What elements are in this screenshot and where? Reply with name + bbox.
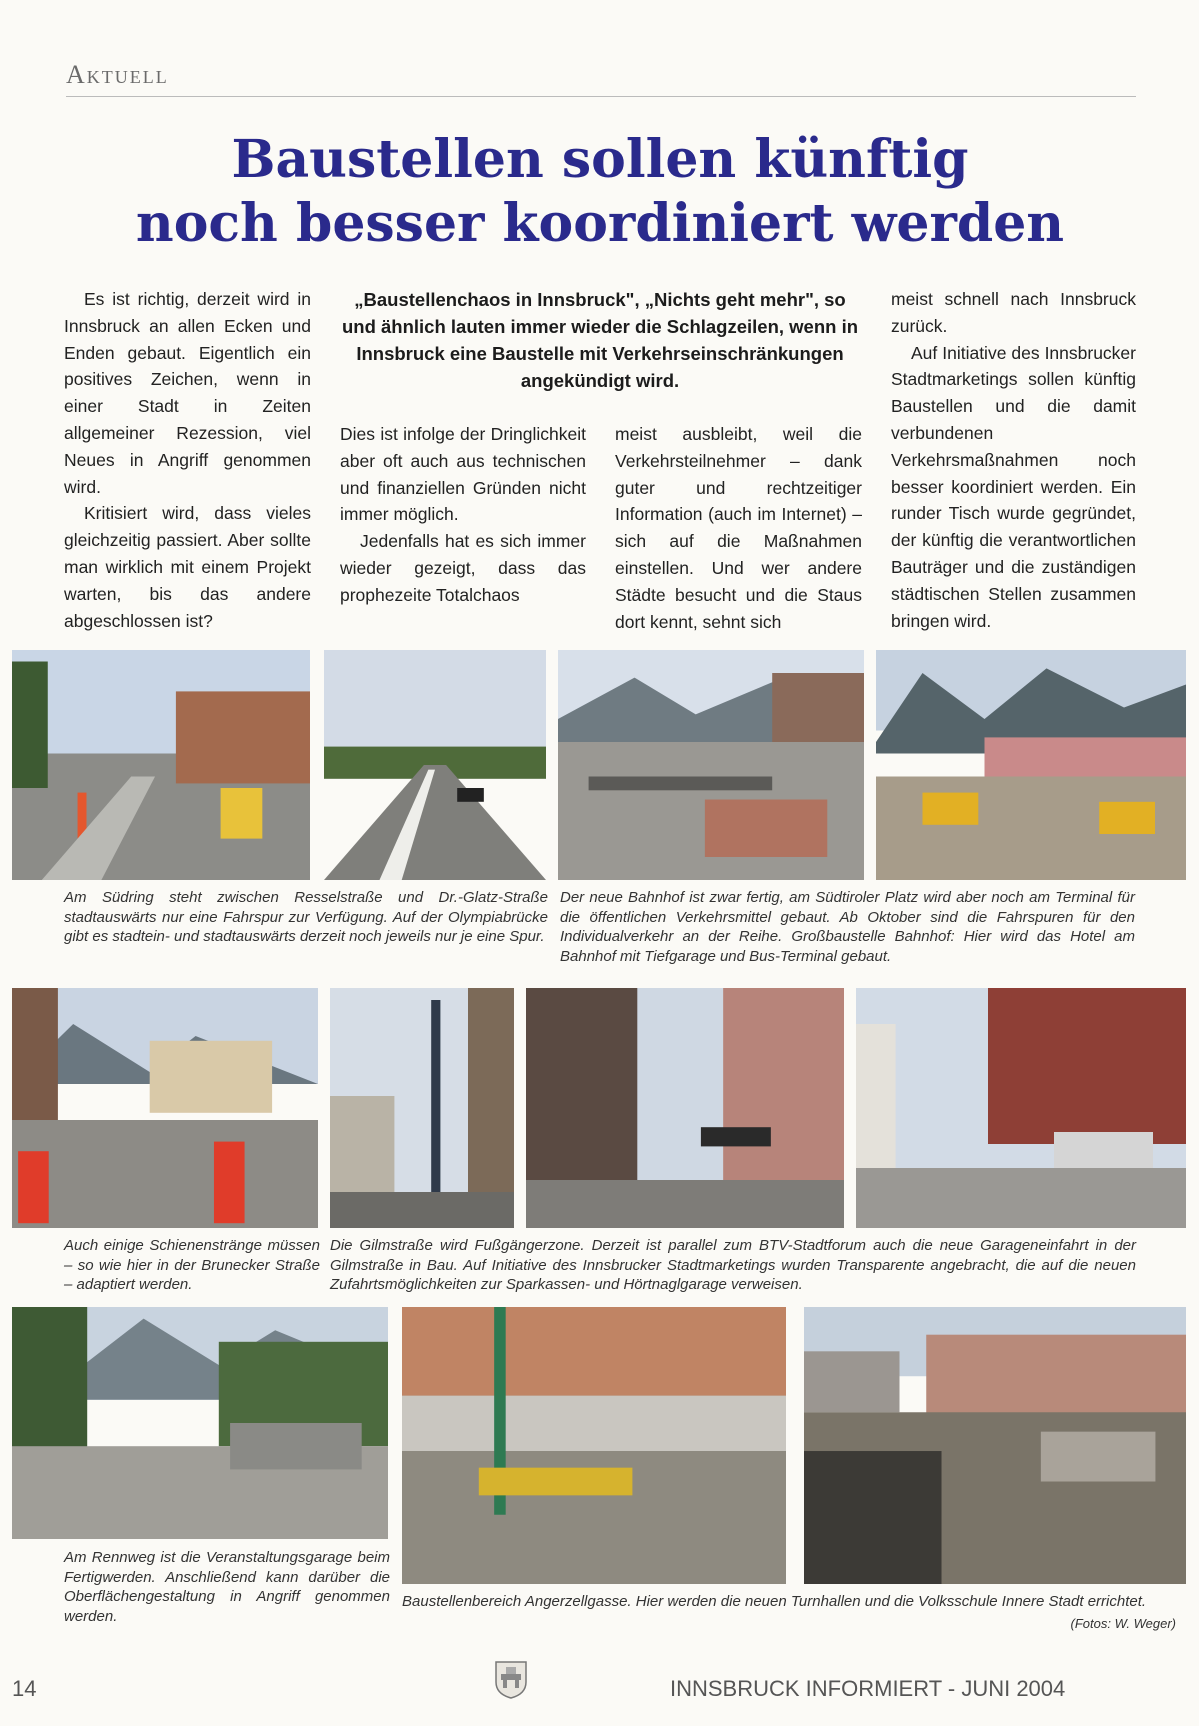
caption-angerzellgasse: Baustellenbereich Angerzellgasse. Hier werden die neuen Turnhallen und die Volksschule Innere Stadt errichtet. [402,1593,1147,1610]
article-column-4 [891,286,1136,634]
article-column-2 [340,421,586,609]
page-number: 14 [12,1676,37,1701]
paragraph: Es ist richtig, derzeit wird in Innsbruck an allen Ecken und Enden gebaut. Eigentlich ein positives Zeichen, wenn in einer Stadt in Zeiten allgemeiner Rezession, viel Neues in Angriff genommen wird. [64,289,311,497]
paragraph: Dies ist infolge der Dringlichkeit aber oft auch aus technischen und finanziellen Gründen nicht immer möglich. [340,424,586,525]
photo-gilmstrasse-kran [330,988,514,1228]
photo-credit: (Fotos: W. Weger) [1070,1616,1176,1631]
magazine-title: INNSBRUCK INFORMIERT - JUNI 2004 [670,1676,1066,1701]
photo-suedtiroler-platz [558,650,864,880]
header-rule [66,96,1136,97]
paragraph: meist schnell nach Innsbruck zurück. [891,289,1136,336]
headline-line-2: noch besser koordiniert werden [135,193,1065,254]
caption-bahnhof: Der neue Bahnhof ist zwar fertig, am Südtiroler Platz wird aber noch am Terminal für die öffentlichen Verkehrsmittel gebaut. Ab Oktober sind die Fahrspuren für den Individualverkehr an der Reihe. Großbaustelle Bahnhof: Hier wird das Hotel am Bahnhof mit Tiefgarage und Bus-Terminal gebaut. [560,889,1135,965]
caption-suedring: Am Südring steht zwischen Resselstraße und Dr.-Glatz-Straße stadtauswärts nur eine Fahrspur zur Verfügung. Auf der Olympiabrücke gibt es stadtein- und stadtauswärts derzeit noch jeweils nur je eine Spur. [64,889,548,945]
caption-gilmstrasse: Die Gilmstraße wird Fußgängerzone. Derzeit ist parallel zum BTV-Stadtforum auch die neue Garageneinfahrt in der Gilmstraße in Bau. Auf Initiative des Innsbrucker Stadtmarketings wurden Transparente angebracht, die auf die neuen Zufahrtsmöglichkeiten zur Sparkassen- und Hörtnaglgarage verweisen. [330,1237,1136,1293]
paragraph: Jedenfalls hat es sich immer wieder gezeigt, dass das prophezeite Totalchaos [340,531,586,605]
photo-baustelle-bahnhof [876,650,1186,880]
caption-rennweg: Am Rennweg ist die Veranstaltungsgarage beim Fertigwerden. Anschließend kann darüber die Oberflächengestaltung in Angriff genommen werden. [64,1549,390,1625]
headline-line-1: Baustellen sollen künftig [231,129,969,190]
paragraph: Kritisiert wird, dass vieles gleichzeitig passiert. Aber sollte man wirklich mit einem Projekt warten, bis das andere abgeschlossen ist? [64,503,311,631]
lead-paragraph: „Baustellenchaos in Innsbruck", „Nichts geht mehr", so und ähnlich lauten immer wieder die Schlagzeilen, wenn in Innsbruck eine Baustelle mit Verkehrseinschränkungen angekündigt wird. [341,289,859,391]
article-column-1 [64,286,311,634]
headline [40,128,1160,256]
photo-brunecker-strasse [12,988,318,1228]
city-crest-icon [494,1660,528,1700]
photo-angerzellgasse-kran [402,1307,786,1584]
section-label: Aktuell [66,60,169,89]
photo-rennweg [12,1307,388,1539]
photo-garageneinfahrt [856,988,1186,1228]
photo-suedring [12,650,310,880]
paragraph: Auf Initiative des Innsbrucker Stadtmarketings sollen künftig Baustellen und die damit verbundenen Verkehrsmaßnahmen noch besser koordiniert werden. Ein runder Tisch wurde gegründet, der künftig die verantwortlichen Bauträger und die zuständigen städtischen Stellen zusammen bringen wird. [891,342,1136,631]
caption-brunecker: Auch einige Schienenstränge müssen – so wie hier in der Brunecker Straße – adaptiert werden. [64,1237,320,1293]
article-column-3 [615,421,862,635]
photo-olympiabruecke [324,650,546,880]
paragraph: meist ausbleibt, weil die Verkehrsteilnehmer – dank guter und rechtzeitiger Information (auch im Internet) – sich auf die Maßnahmen einstellen. Und wer andere Städte besucht und die Staus dort kennt, sehnt sich [615,424,862,632]
photo-gilmstrasse-strasse [526,988,844,1228]
photo-angerzellgasse-baugrube [804,1307,1186,1584]
